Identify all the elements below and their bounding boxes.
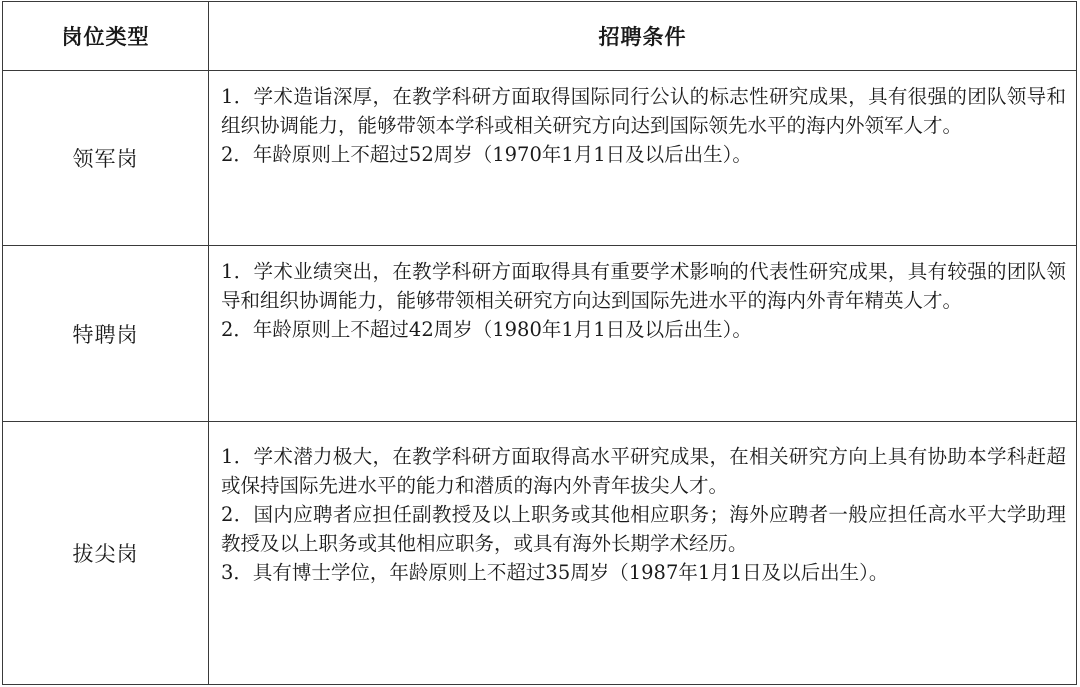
table-row <box>3 422 1077 685</box>
position-type-cell: 领军岗 <box>3 71 209 246</box>
requirement-item: 1．学术业绩突出，在教学科研方面取得具有重要学术影响的代表性研究成果，具有较强的团队领导和组织协调能力，能够带领相关研究方向达到国际先进水平的海内外青年精英人才。 <box>221 260 1066 312</box>
requirements-cell <box>209 246 1077 422</box>
position-type-cell: 特聘岗 <box>3 246 209 422</box>
requirements-cell <box>209 71 1077 246</box>
table-row <box>3 71 1077 246</box>
requirement-item: 1．学术潜力极大，在教学科研方面取得高水平研究成果，在相关研究方向上具有协助本学科赶超或保持国际先进水平的能力和潜质的海内外青年拔尖人才。 <box>221 445 1066 497</box>
header-requirements: 招聘条件 <box>209 2 1077 71</box>
table-row <box>3 246 1077 422</box>
requirement-item: 2．年龄原则上不超过42周岁（1980年1月1日及以后出生）。 <box>221 318 752 341</box>
recruitment-table <box>2 1 1077 685</box>
header-position-type: 岗位类型 <box>3 2 209 71</box>
requirement-item: 3．具有博士学位，年龄原则上不超过35周岁（1987年1月1日及以后出生）。 <box>221 561 889 584</box>
requirements-cell <box>209 422 1077 685</box>
position-type-cell: 拔尖岗 <box>3 422 209 685</box>
requirement-item: 1．学术造诣深厚，在教学科研方面取得国际同行公认的标志性研究成果，具有很强的团队领导和组织协调能力，能够带领本学科或相关研究方向达到国际领先水平的海内外领军人才。 <box>221 85 1066 137</box>
requirement-item: 2．国内应聘者应担任副教授及以上职务或其他相应职务；海外应聘者一般应担任高水平大学助理教授及以上职务或其他相应职务，或具有海外长期学术经历。 <box>221 503 1066 555</box>
requirement-item: 2．年龄原则上不超过52周岁（1970年1月1日及以后出生）。 <box>221 143 752 166</box>
header-row <box>3 2 1077 71</box>
